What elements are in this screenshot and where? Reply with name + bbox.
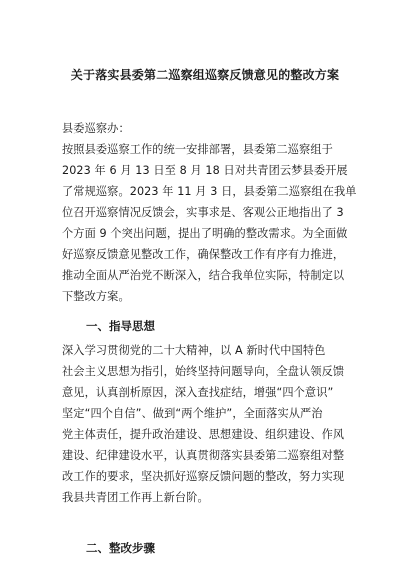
paragraph-line: 好巡察反馈意见整改工作，确保整改工作有序有力推进，	[62, 248, 345, 261]
paragraph-line: 下整改方案。	[62, 290, 130, 303]
section-heading-2: 二、整改步骤	[86, 541, 155, 555]
paragraph-line: 推动全面从严治党不断深入，结合我单位实际，特制定以	[62, 269, 345, 282]
paragraph-line: 了常规巡察。2023 年 11 月 3 日，县委第二巡察组在我单	[62, 185, 357, 198]
paragraph-line: 我县共青团工作再上新台阶。	[62, 491, 209, 504]
paragraph-line: 改工作的要求，坚决抓好巡察反馈问题的整改，努力实现	[62, 470, 345, 483]
paragraph-line: 深入学习贯彻党的二十大精神，以 A 新时代中国特色	[62, 344, 326, 357]
paragraph-line: 位召开巡察情况反馈会，实事求是、客观公正地指出了 3	[62, 206, 344, 219]
paragraph-2	[62, 340, 352, 508]
paragraph-line: 社会主义思想为指引，始终坚持问题导向，全盘认领反馈	[62, 365, 345, 378]
paragraph-line: 坚定“四个自信”、做到“两个维护”，全面落实从严治	[62, 407, 323, 420]
greeting-line: 县委巡察办：	[62, 122, 130, 135]
paragraph-line: 建设、纪律建设水平，认真贯彻落实县委第二巡察组对整	[62, 449, 345, 462]
paragraph-line: 按照县委巡察工作的统一安排部署，县委第二巡察组于	[62, 143, 333, 156]
paragraph-line: 个方面 9 个突出问题，提出了明确的整改需求。为全面做	[62, 227, 348, 240]
paragraph-line: 意见，认真剖析原因，深入查找症结，增强“四个意识”	[62, 386, 334, 399]
section-heading-1: 一、指导思想	[86, 319, 155, 333]
greeting	[62, 118, 352, 139]
document-title: 关于落实县委第二巡察组巡察反馈意见的整改方案	[70, 68, 340, 82]
paragraph-line: 2023 年 6 月 13 日至 8 月 18 日对共青团云梦县委开展	[62, 164, 348, 177]
paragraph-1	[62, 139, 357, 307]
paragraph-line: 党主体责任，提升政治建设、思想建设、组织建设、作风	[62, 428, 345, 441]
